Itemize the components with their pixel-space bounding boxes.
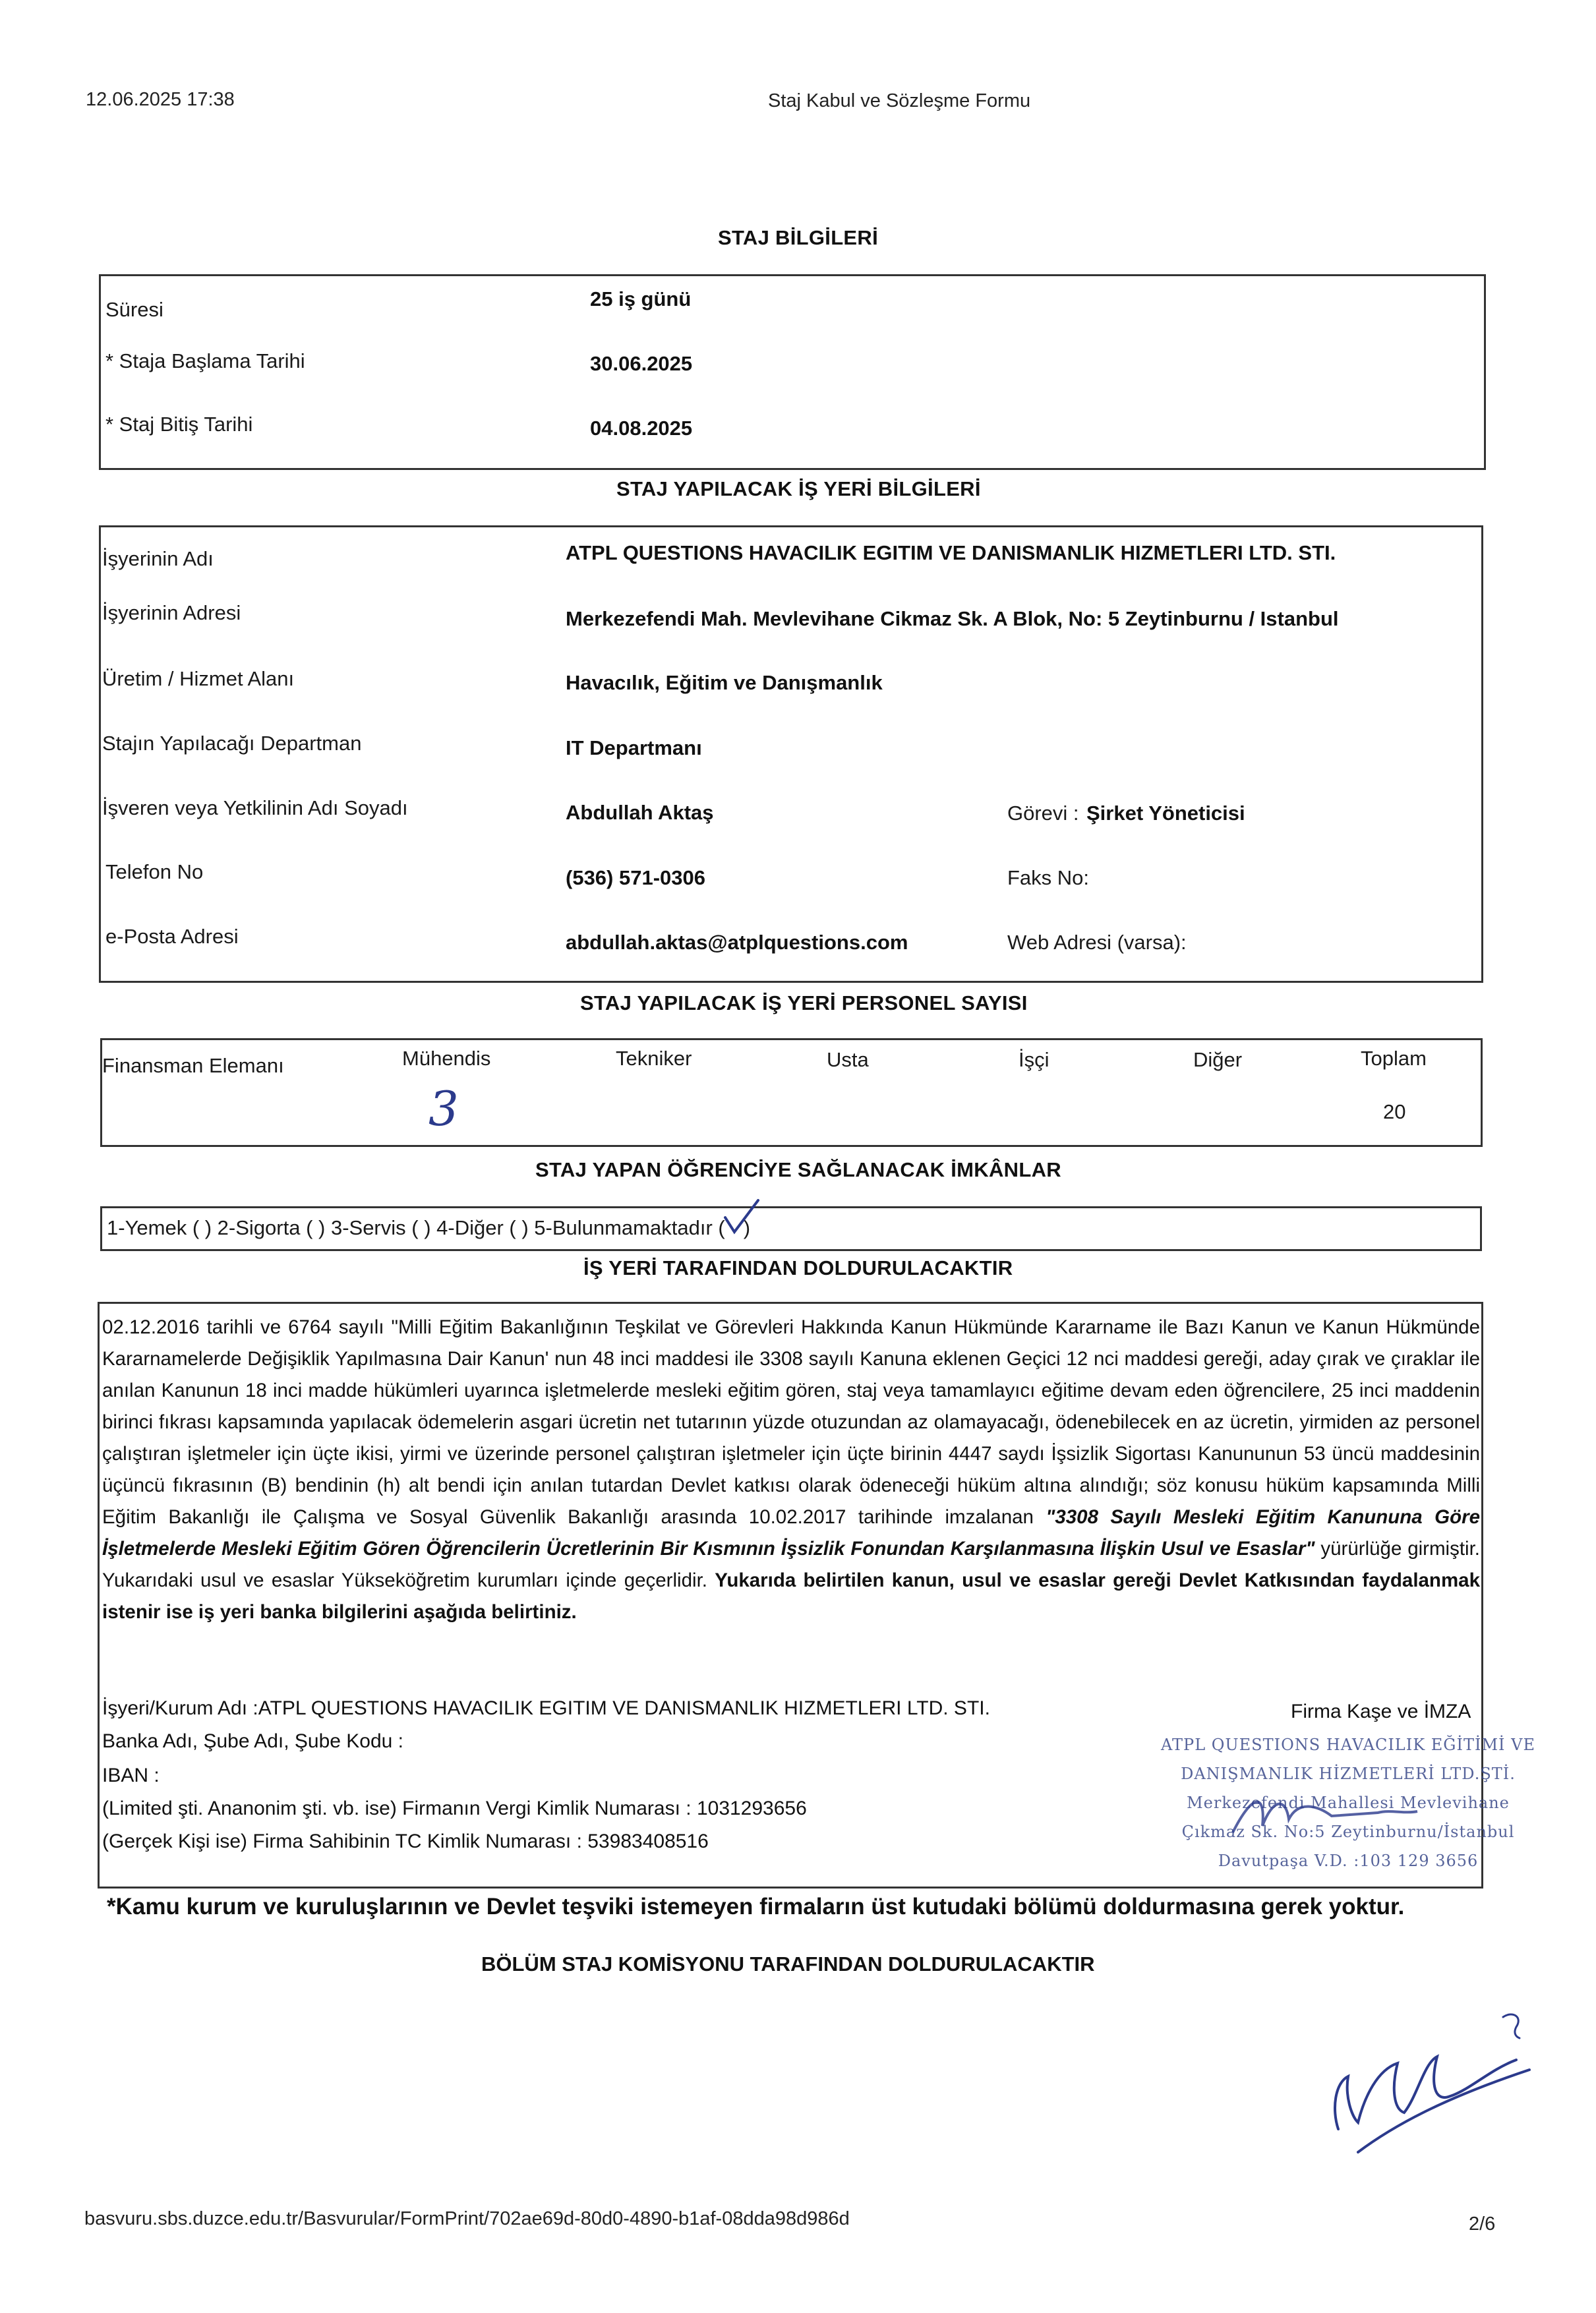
- eposta-value: abdullah.aktas@atplquestions.com: [566, 931, 908, 954]
- page-number: 2/6: [1469, 2213, 1496, 2235]
- yetkili-value: Abdullah Aktaş: [566, 801, 714, 824]
- departman-label: Stajın Yapılacağı Departman: [102, 732, 362, 755]
- bitis-value: 04.08.2025: [590, 417, 693, 440]
- kurum-adi: İşyeri/Kurum Adı :ATPL QUESTIONS HAVACILIK EGITIM VE DANISMANLIK HIZMETLERI LTD. STI.: [102, 1697, 990, 1719]
- tc-no: (Gerçek Kişi ise) Firma Sahibinin TC Kimlik Numarası : 53983408516: [102, 1830, 709, 1852]
- footer-url: basvuru.sbs.duzce.edu.tr/Basvurular/FormPrint/702ae69d-80d0-4890-b1af-08dda98d986d: [84, 2208, 850, 2229]
- vergi-no: (Limited şti. Ananonim şti. vb. ise) Firmanın Vergi Kimlik Numarası : 1031293656: [102, 1798, 807, 1819]
- sure-value: 25 iş günü: [590, 287, 692, 310]
- commission-signature: [1318, 1997, 1543, 2155]
- stamp-line: DANIŞMANLIK HİZMETLERİ LTD.ŞTİ.: [1181, 1765, 1516, 1783]
- stamp-line: ATPL QUESTIONS HAVACILIK EĞİTİMİ VE: [1161, 1736, 1535, 1754]
- form-title: Staj Kabul ve Sözleşme Formu: [768, 90, 1031, 111]
- isyeri-adi-value: ATPL QUESTIONS HAVACILIK EGITIM VE DANISMANLIK HIZMETLERI LTD. STI.: [566, 541, 1336, 564]
- baslama-label: * Staja Başlama Tarihi: [105, 349, 305, 372]
- hizmet-alani-value: Havacılık, Eğitim ve Danışmanlık: [566, 671, 883, 694]
- section-title-isyeri-doldur: İŞ YERİ TARAFINDAN DOLDURULACAKTIR: [583, 1256, 1013, 1279]
- isyeri-adresi-label: İşyerinin Adresi: [102, 601, 241, 624]
- gorevi-value: Şirket Yöneticisi: [1086, 802, 1245, 825]
- bitis-label: * Staj Bitiş Tarihi: [105, 413, 253, 436]
- isyeri-adi-label: İşyerinin Adı: [102, 547, 214, 570]
- sure-label: Süresi: [105, 298, 163, 321]
- gorevi-label: Görevi :: [1007, 802, 1079, 825]
- departman-value: IT Departmanı: [566, 736, 702, 759]
- staj-bilgileri-box: [99, 274, 1486, 470]
- hizmet-alani-label: Üretim / Hizmet Alanı: [102, 667, 295, 690]
- stamp-line: Davutpaşa V.D. :103 129 3656: [1218, 1852, 1479, 1870]
- faks-label: Faks No:: [1007, 866, 1090, 889]
- telefon-label: Telefon No: [105, 860, 204, 883]
- stamp-line: Çıkmaz Sk. No:5 Zeytinburnu/İstanbul: [1181, 1823, 1515, 1841]
- muhendis-count-handwritten: 3: [429, 1081, 459, 1136]
- col-isci: İşçi: [1019, 1048, 1049, 1071]
- stamp-line: Merkezefendi Mahallesi Mevlevihane: [1187, 1794, 1510, 1812]
- yetkili-label: İşveren veya Yetkilinin Adı Soyadı: [102, 796, 408, 819]
- section-title-personel: STAJ YAPILACAK İŞ YERİ PERSONEL SAYISI: [580, 991, 1028, 1014]
- col-toplam: Toplam: [1361, 1047, 1427, 1070]
- company-signature: [1226, 1780, 1424, 1852]
- print-timestamp: 12.06.2025 17:38: [86, 89, 235, 110]
- telefon-value: (536) 571-0306: [566, 866, 705, 889]
- section-title-imkanlar: STAJ YAPAN ÖĞRENCİYE SAĞLANACAK İMKÂNLAR: [535, 1158, 1061, 1181]
- col-tekniker: Tekniker: [616, 1047, 692, 1070]
- kamu-note: *Kamu kurum ve kuruluşlarının ve Devlet teşviki istemeyen firmaların üst kutudaki bölümü doldurmasına gerek yoktur.: [107, 1894, 1405, 1919]
- toplam-count: 20: [1383, 1100, 1406, 1123]
- col-muhendis: Mühendis: [402, 1047, 491, 1070]
- baslama-value: 30.06.2025: [590, 352, 693, 375]
- eposta-label: e-Posta Adresi: [105, 925, 239, 948]
- iban: IBAN :: [102, 1765, 160, 1786]
- col-finansman: Finansman Elemanı: [102, 1054, 284, 1077]
- isyeri-adresi-value: Merkezefendi Mah. Mevlevihane Cikmaz Sk. A Blok, No: 5 Zeytinburnu / Istanbul: [566, 607, 1339, 630]
- banka-bilgisi: Banka Adı, Şube Adı, Şube Kodu :: [102, 1730, 404, 1752]
- col-usta: Usta: [827, 1048, 869, 1071]
- section-title-komisyon: BÖLÜM STAJ KOMİSYONU TARAFINDAN DOLDURULACAKTIR: [481, 1952, 1095, 1976]
- section-title-is-yeri: STAJ YAPILACAK İŞ YERİ BİLGİLERİ: [616, 477, 981, 500]
- checkmark-icon: [725, 1215, 744, 1235]
- legal-paragraph: 02.12.2016 tarihli ve 6764 sayılı "Milli Eğitim Bakanlığının Teşkilat ve Görevleri Hakkında Kanun Hükmünde Kararname ile Bazı Kanun ve Kanun Hükmünde Kararnamelerde Değişiklik Yapılmasına Dair Kanun' nun 48 inci maddesi ile 3308 sayılı Kanuna eklenen Geçici 12 nci maddesi gereği, aday çırak ve çıraklar ile anılan Kanunun 18 inci madde hükümleri uyarınca işletmelerde mesleki eğitim gören, staj veya tamamlayıcı eğitime devam eden öğrencilere, 25 inci maddenin birinci fıkrası kapsamında yapılacak ödemelerin asgari ücretin net tutarının yüzde otuzundan az olamayacağı, ödenebilecek en az ücretin, yirmiden az personel çalıştıran işletmeler için üçte ikisi, yirmi ve üzerinde personel çalıştıran işletmeler için üçte birinin 4447 saydı İşsizlik Sigortası Kanununun 53 üncü maddesinin üçüncü fıkrasının (B) bendinin (h) alt bendi için anılan tutardan Devlet katkısı olarak ödeneceği hüküm altına alındığı; söz konusu hüküm kapsamında Milli Eğitim Bakanlığı ile Çalışma ve Sosyal Güvenlik Bakanlığı arasında 10.02.2017 tarihinde imzalanan "3308 Sayılı Mesleki Eğitim Kanununa Göre İşletmelerde Mesleki Eğitim Gören Öğrencilerin Ücretlerinin Bir Kısmının İşsizlik Fonundan Karşılanmasına İlişkin Usul ve Esaslar" yürürlüğe girmiştir. Yukarıdaki usul ve esaslar Yükseköğretim kurumları içinde geçerlidir. Yukarıda belirtilen kanun, usul ve esaslar gereği Devlet Katkısından faydalanmak istenir ise iş yeri banka bilgilerini aşağıda belirtiniz.: [102, 1316, 1481, 1623]
- kase-imza-label: Firma Kaşe ve İMZA: [1291, 1701, 1471, 1722]
- section-title-staj-bilgileri: STAJ BİLGİLERİ: [717, 226, 879, 249]
- personel-box: [100, 1038, 1483, 1147]
- col-diger: Diğer: [1193, 1048, 1243, 1071]
- imkanlar-options: 1-Yemek ( ) 2-Sigorta ( ) 3-Servis ( ) 4-Diğer ( ) 5-Bulunmamaktadır ( ): [107, 1215, 750, 1240]
- web-label: Web Adresi (varsa):: [1007, 931, 1187, 954]
